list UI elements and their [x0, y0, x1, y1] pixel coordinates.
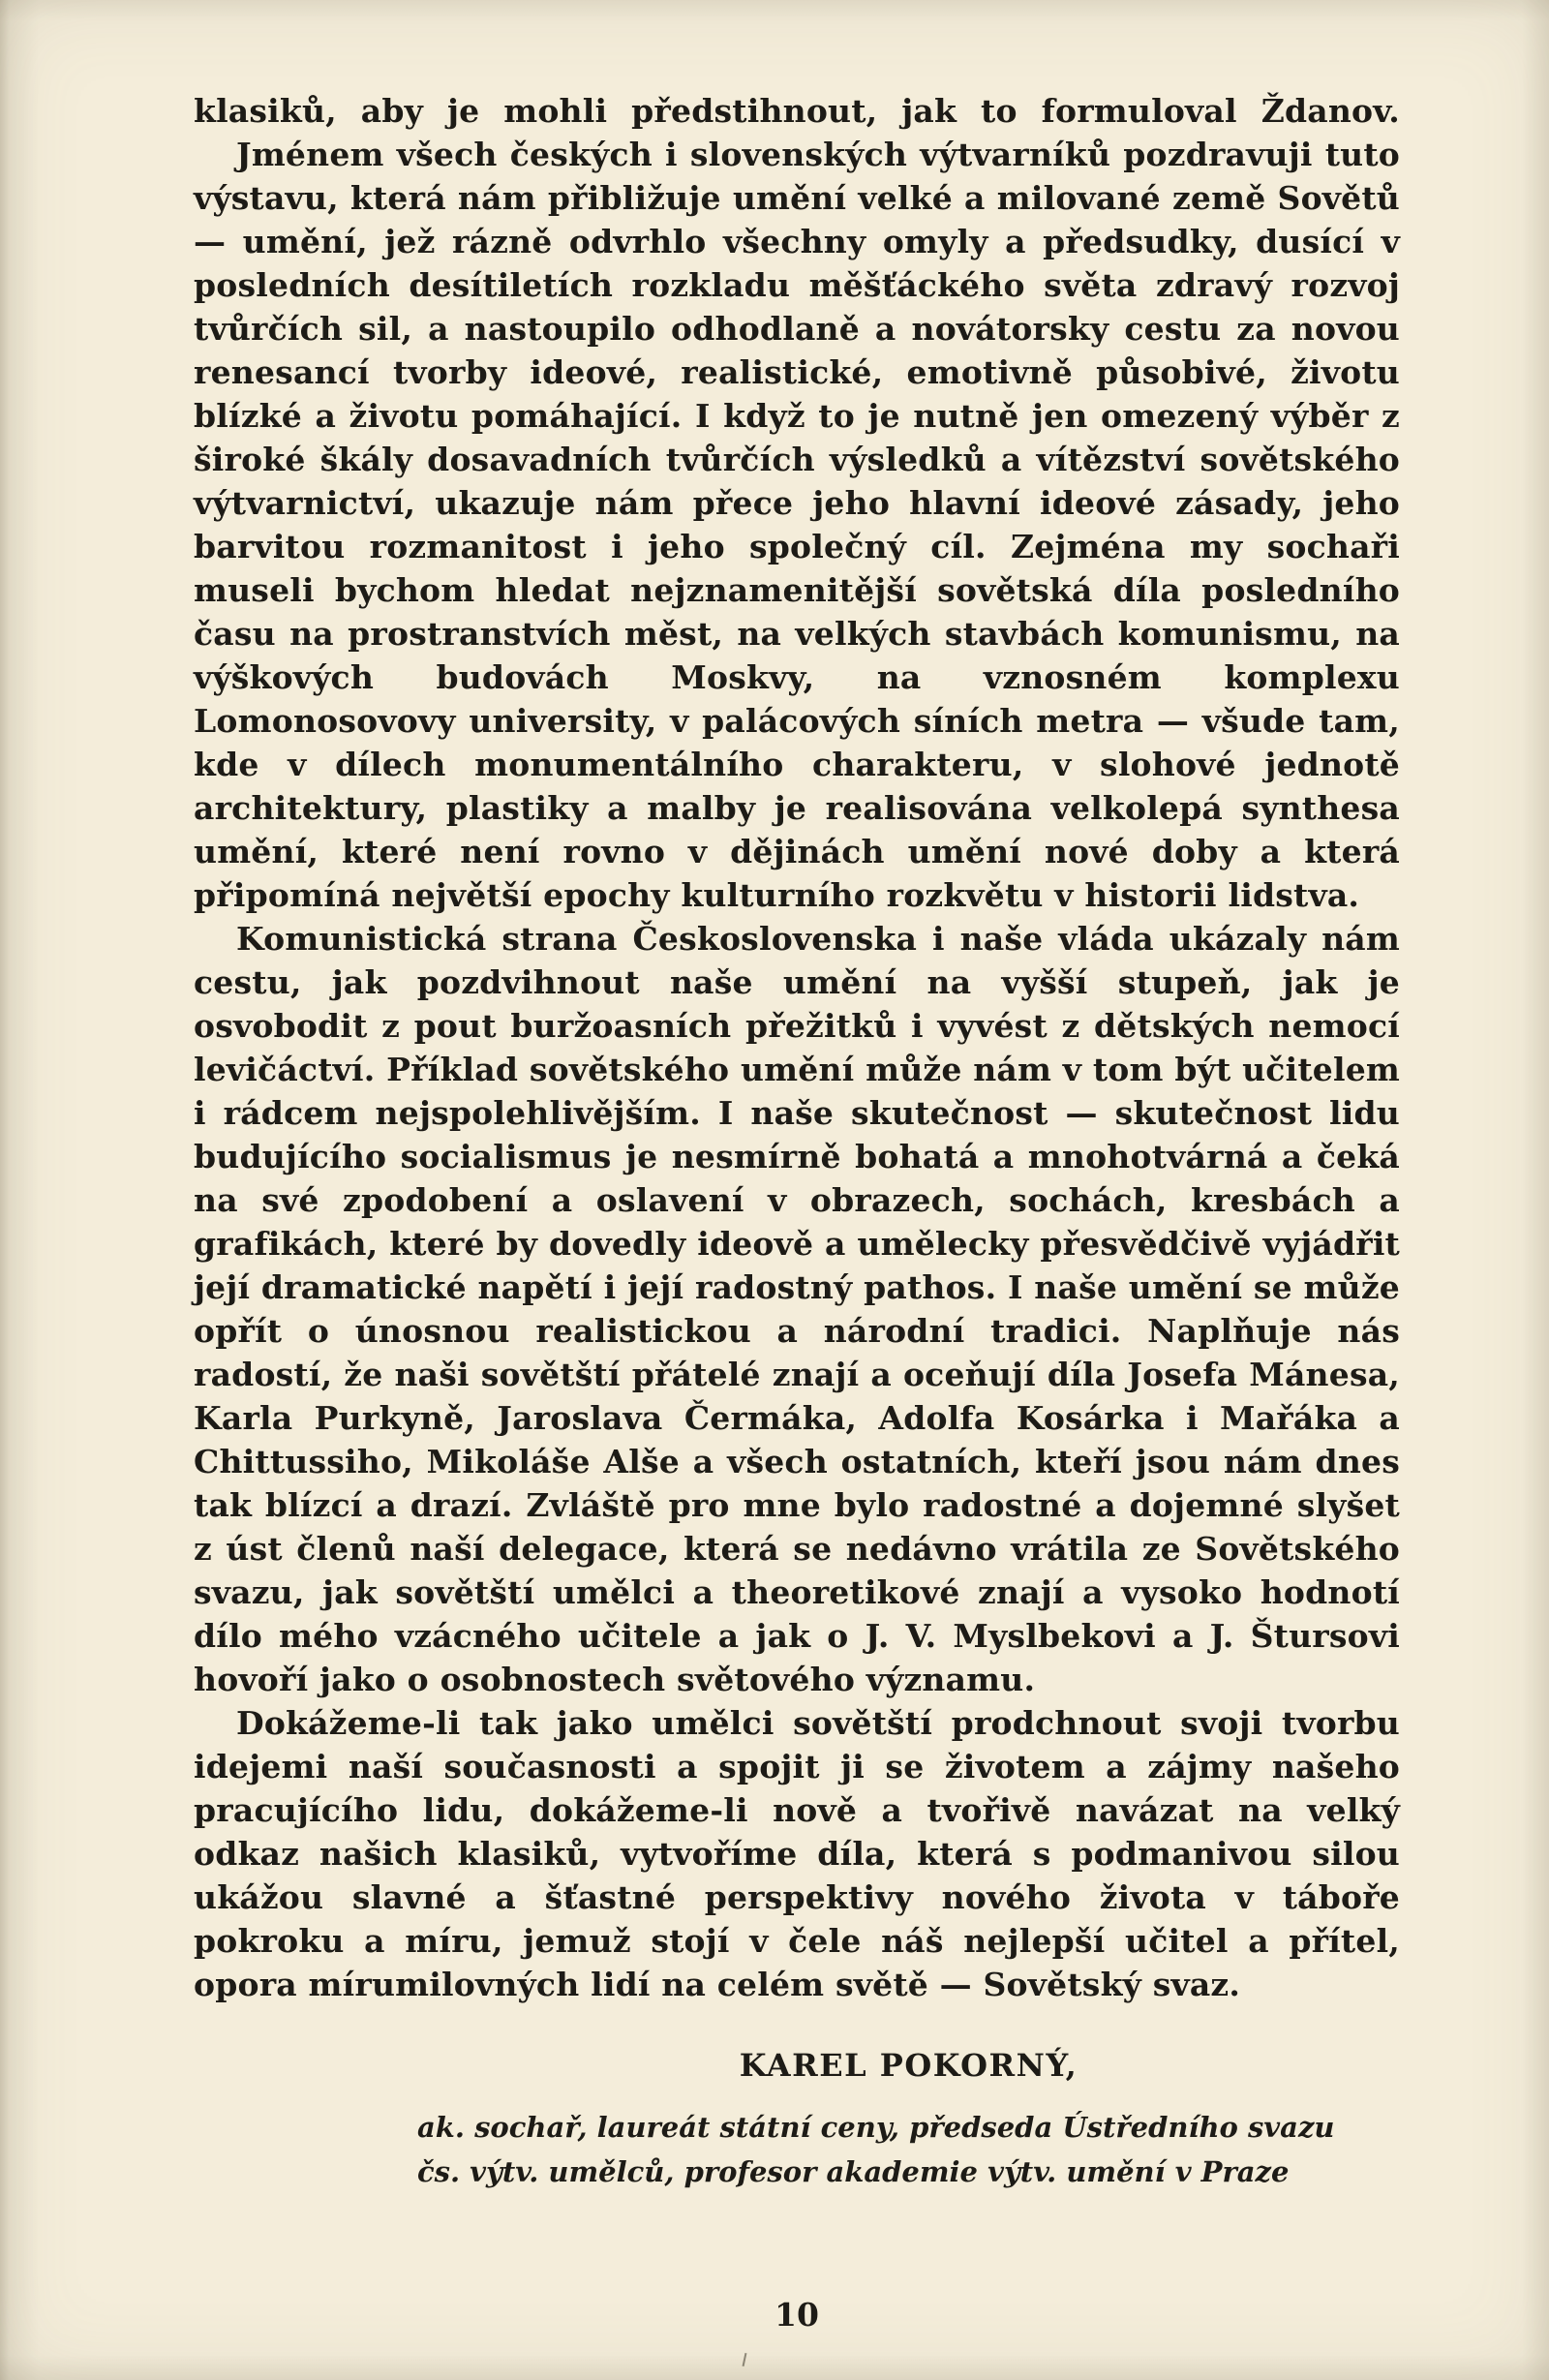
signature-title-line-1: ak. sochař, laureát státní ceny, předseda Ústředního svazu [417, 2111, 1335, 2144]
text-column [194, 89, 1400, 2334]
paragraph-3: Dokážeme-li tak jako umělci sovětští prodchnout svoji tvorbu idejemi naší současnosti a spojit ji se životem a zájmy našeho pracujícího lidu, dokážeme-li nově a tvořivě navázat na velký odkaz našich klasiků, vytvoříme díla, která s podmanivou silou ukážou slavné a šťastné perspektivy nového života v táboře pokroku a míru, jemuž stojí v čele náš nejlepší učitel a přítel, opora mírumilovných lidí na celém světě — Sovětský svaz. [194, 1704, 1400, 2003]
signature-name: KAREL POKORNÝ, [739, 2047, 1078, 2084]
paragraph-2: Komunistická strana Československa i naše vláda ukázaly nám cestu, jak pozdvihnout naše umění na vyšší stupeň, jak je osvobodit z pout buržoasních přežitků i vyvést z dětských nemocí levičáctví. Příklad sovětského umění může nám v tom být učitelem i rádcem nejspolehlivějším. I naše skutečnost — skutečnost lidu budujícího socialismus je nesmírně bohatá a mnohotvárná a čeká na své zpodobení a oslavení v obrazech, sochách, kresbách a grafikách, které by dovedly ideově a umělecky přesvědčivě vyjádřit její dramatické napětí i její radostný pathos. I naše umění se může opřít o únosnou realistickou a národní tradici. Naplňuje nás radostí, že naši sovětští přátelé znají a oceňují díla Josefa Mánesa, Karla Purkyně, Jaroslava Čermáka, Adolfa Kosárka i Mařáka a Chittussiho, Mikoláše Alše a všech ostatních, kteří jsou nám dnes tak blízcí a drazí. Zvláště pro mne bylo radostné a dojemné slyšet z úst členů naší delegace, která se nedávno vrátila ze Sovětského svazu, jak sovětští umělci a theoretikové znají a vysoko hodnotí dílo mého vzácného učitele a jak o J. V. Myslbekovi a J. Štursovi hovoří jako o osobnostech světového významu. [194, 920, 1401, 1698]
scan-artifact-mark [743, 2353, 747, 2366]
continuation-paragraph: klasiků, aby je mohli předstihnout, jak to formuloval Ždanov. [194, 92, 1400, 130]
paragraph-1: Jménem všech českých i slovenských výtvarníků pozdravuji tuto výstavu, která nám přibližuje umění velké a milované země Sovětů — umění, jež rázně odvrhlo všechny omyly a předsudky, dusící v posledních desítiletích rozkladu měšťáckého světa zdravý rozvoj tvůrčích sil, a nastoupilo odhodlaně a novátorsky cestu za novou renesancí tvorby ideové, realistické, emotivně působivé, životu blízké a životu pomáhající. I když to je nutně jen omezený výběr z široké škály dosavadních tvůrčích výsledků a vítězství sovětského výtvarnictví, ukazuje nám přece jeho hlavní ideové zásady, jeho barvitou rozmanitost i jeho společný cíl. Zejména my sochaři museli bychom hledat nejznamenitější sovětská díla posledního času na prostranstvích měst, na velkých stavbách komunismu, na výškových budovách Moskvy, na vznosném komplexu Lomonosovovy university, v palácových síních metra — všude tam, kde v dílech monumentálního charakteru, v slohové jednotě architektury, plastiky a malby je realisována velkolepá synthesa umění, které není rovno v dějinách umění nové doby a která připomíná největší epochy kulturního rozkvětu v historii lidstva. [194, 136, 1400, 914]
page-number: 10 [774, 2296, 819, 2334]
signature-title-line-2: čs. výtv. umělců, profesor akademie výtv. umění v Praze [417, 2155, 1290, 2188]
signature-block [417, 2047, 1400, 2194]
